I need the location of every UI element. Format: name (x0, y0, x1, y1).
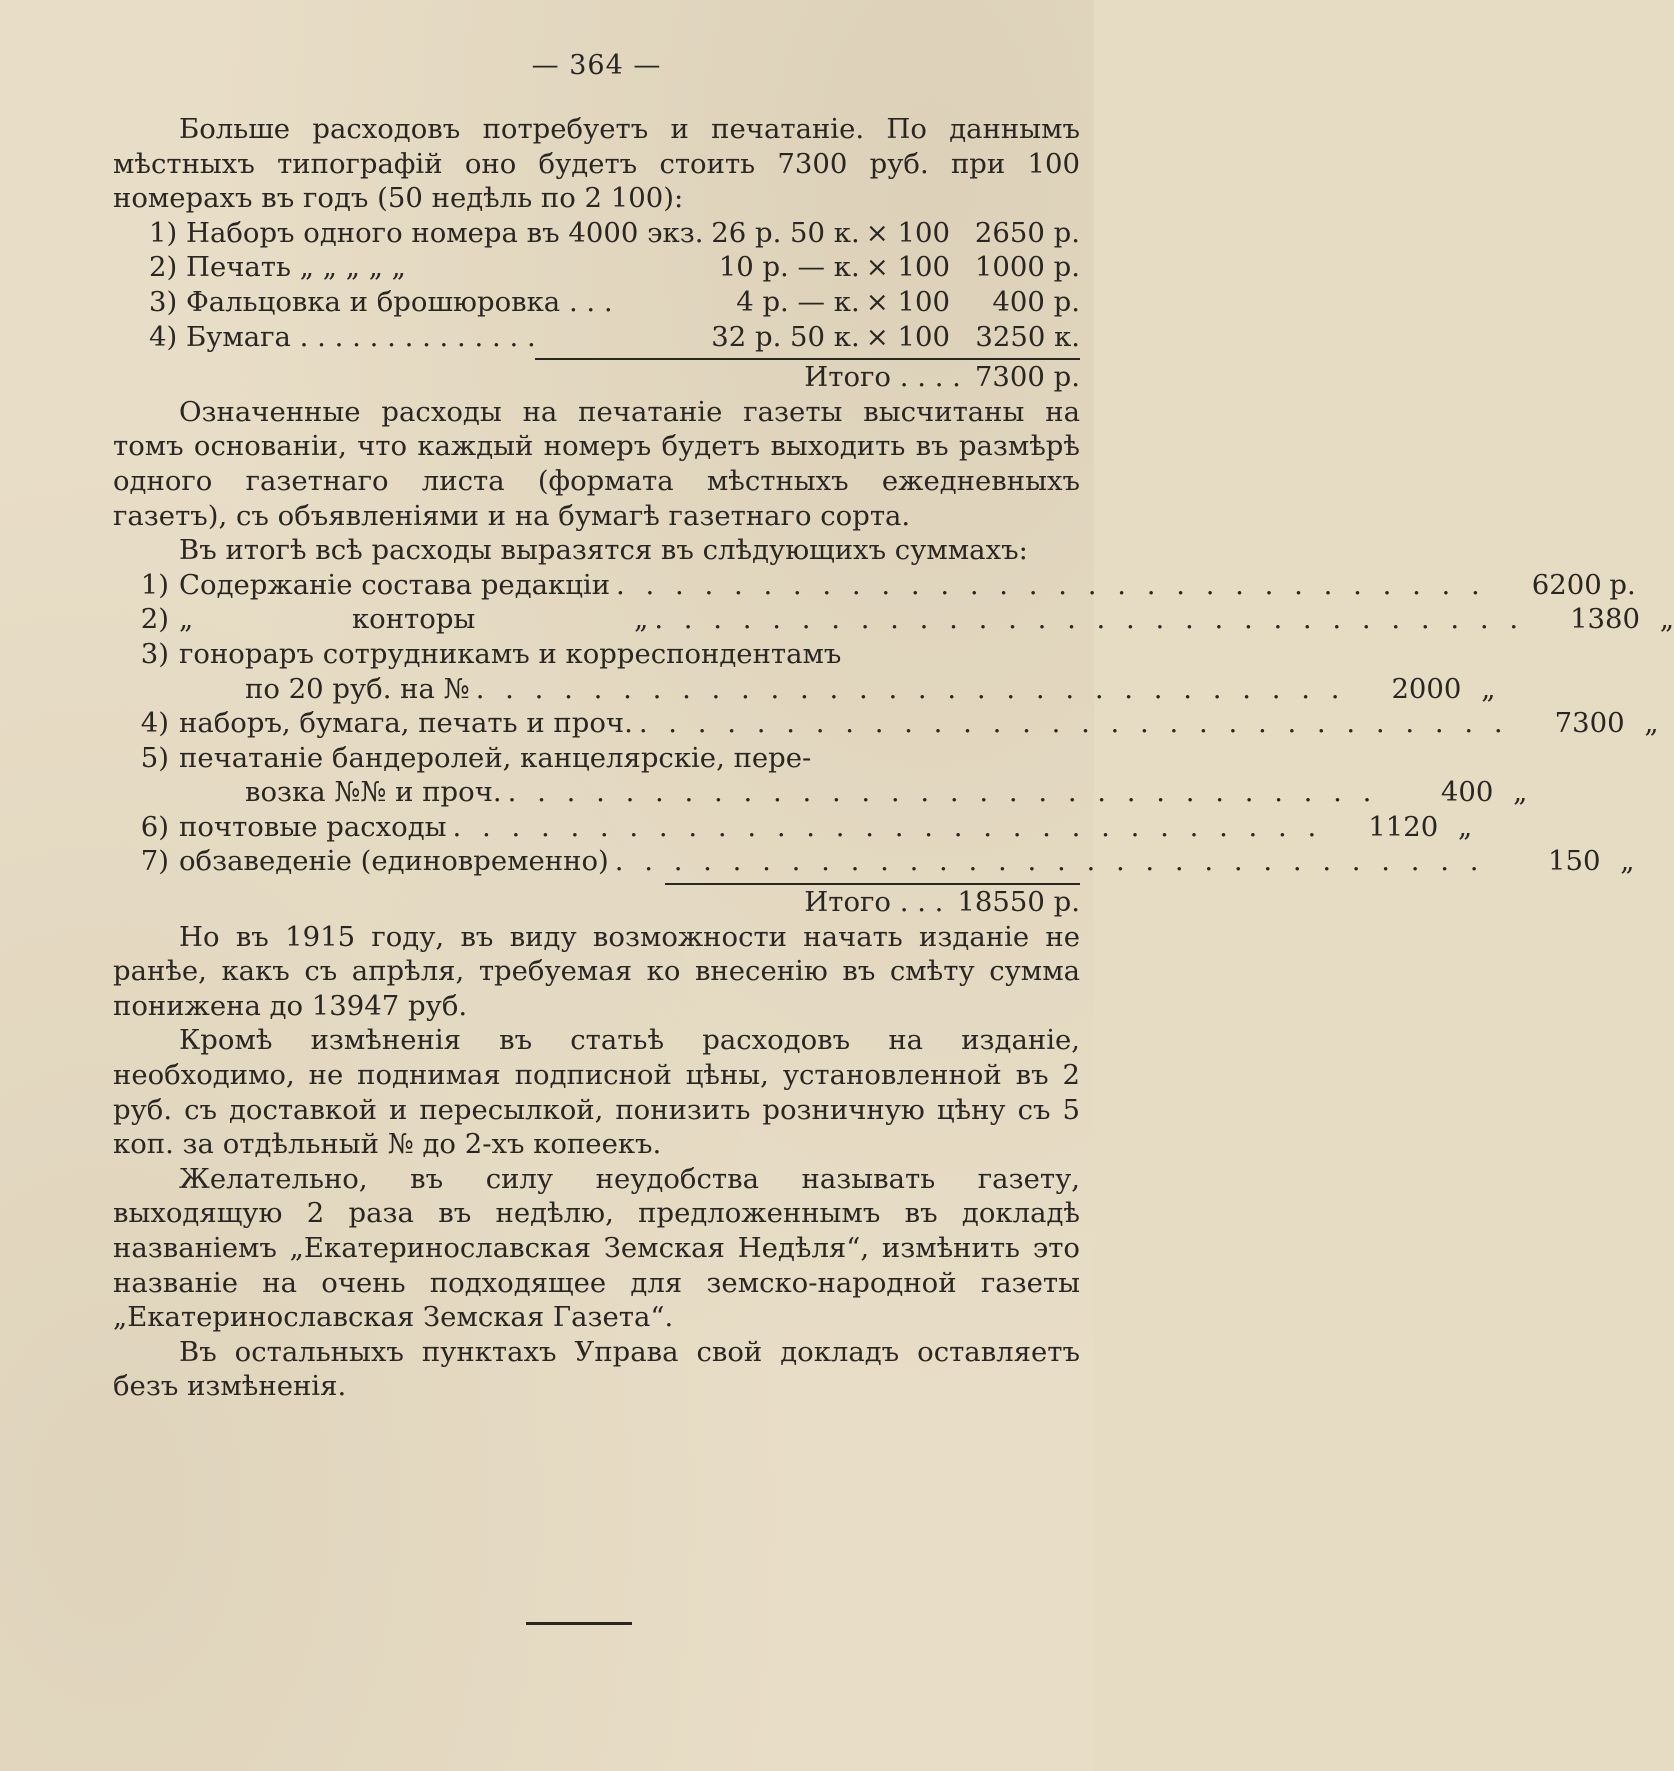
expense-number: 6) (140, 810, 169, 843)
expense-row (113, 568, 1636, 603)
expense-number: 1) (140, 568, 169, 601)
paragraph-price: Кромѣ измѣненія въ статьѣ расходовъ на изданіе, необходимо, не поднимая подписной цѣны, установленной въ 2 руб. съ доставкой и пересылкой, понизить розничную цѣну съ 5 коп. за отдѣльный № до 2-хъ копеекъ. (113, 1024, 1080, 1161)
expense-number: 7) (140, 845, 169, 878)
expense-label: Содержаніе состава редакціи (179, 568, 611, 601)
expense-unit: „ (1620, 845, 1635, 878)
paragraph-conclusion: Въ остальныхъ пунктахъ Управа свой докладъ оставляетъ безъ измѣненія. (113, 1335, 1080, 1403)
leader-dots: . . . . . . . . . . . . . . . . . . . . . . . . . . . . . . (616, 568, 1486, 601)
expenses-total (113, 885, 1080, 920)
expense-value: 1380 (1570, 603, 1641, 636)
printing-cost-rate: 10 р. — к. (718, 251, 860, 284)
leader-dots: . . . . . . . . . . . . . . . . . . . . . . . . . . . . . . (507, 776, 1378, 809)
printing-cost-mult: × 100 (865, 251, 950, 284)
expense-number: 5) (140, 741, 169, 774)
printing-costs-list (113, 216, 1080, 354)
printing-cost-rate: 26 р. 50 к. (711, 216, 860, 249)
expense-row (113, 844, 1635, 879)
paragraph-basis: Означенные расходы на печатаніе газеты высчитаны на томъ основаніи, что каждый номеръ будетъ выходить въ размѣрѣ одного газетнаго листа (формата мѣстныхъ ежедневныхъ газетъ), съ объявленіями и на бумагѣ газетнаго сорта. (113, 395, 1080, 532)
leader-dots: . . . . . . . . . . . . . . . . . . . . . . . . . . . . . . (452, 810, 1323, 843)
expense-row (113, 637, 1080, 672)
expense-label: по 20 руб. на № (245, 672, 470, 705)
expense-value: 2000 (1391, 672, 1462, 705)
printing-cost-mult: × 100 (865, 285, 950, 318)
intro-paragraph: Больше расходовъ потребуетъ и печатаніе. По даннымъ мѣстныхъ типографій оно будетъ стоить 7300 руб. при 100 номерахъ въ годъ (50 недѣль по 2 100): (113, 113, 1080, 215)
printing-cost-total: 2650 р. (974, 216, 1080, 249)
expense-value: 6200 (1531, 568, 1602, 601)
printing-cost-mult: × 100 (865, 216, 950, 249)
expenses-total-value: 18550 р. (957, 886, 1080, 919)
printing-cost-label: 1) Наборъ одного номера въ 4000 экз. (149, 216, 704, 249)
paragraph-summary-intro: Въ итогѣ всѣ расходы выразятся въ слѣдующихъ суммахъ: (179, 534, 1028, 567)
leader-dots: . . . . . . . . . . . . . . . . . . . . . . . . . . . . . . (614, 845, 1485, 878)
printing-total (113, 360, 1080, 395)
expense-unit: „ (1481, 672, 1496, 705)
paragraph-title-change: Желательно, въ силу неудобства называть газету, выходящую 2 раза въ недѣлю, предложеннымъ въ докладѣ названіемъ „Екатеринославская Земская Недѣля“, измѣнить это названіе на очень подходящее для земско-народной газеты „Екатеринославская Земская Газета“. (113, 1162, 1080, 1334)
expense-value: 400 (1440, 776, 1494, 809)
page-number: — 364 — (531, 50, 662, 81)
printing-cost-total: 400 р. (992, 285, 1080, 318)
expense-number: 2) (140, 603, 169, 636)
body-text (113, 112, 1674, 1404)
printing-total-label: Итого . . . . (804, 361, 961, 394)
expense-row (113, 602, 1674, 637)
printing-cost-label: 4) Бумага . . . . . . . . . . . . . . (149, 320, 536, 353)
expense-value: 1120 (1368, 810, 1439, 843)
expense-unit: р. (1609, 568, 1636, 601)
printing-cost-label: 3) Фальцовка и брошюровка . . . (149, 285, 613, 318)
end-rule (526, 1622, 632, 1625)
printing-cost-row (149, 285, 1080, 320)
printing-cost-row (149, 250, 1080, 285)
expense-number: 3) (140, 637, 169, 670)
expense-label: „ конторы „ (179, 603, 649, 636)
expense-unit: „ (1644, 707, 1659, 740)
printing-cost-total: 3250 к. (975, 320, 1080, 353)
expenses-total-label: Итого . . . (804, 886, 944, 919)
leader-dots: . . . . . . . . . . . . . . . . . . . . . . . . . . . . . . (475, 672, 1346, 705)
printing-total-value: 7300 р. (974, 361, 1080, 394)
expense-label: почтовые расходы (179, 810, 447, 843)
printing-cost-label: 2) Печать „ „ „ „ „ (149, 251, 406, 284)
expense-value: 150 (1547, 845, 1601, 878)
printing-cost-total: 1000 р. (974, 251, 1080, 284)
expense-row-continuation (113, 672, 1496, 707)
expenses-list (113, 568, 1674, 879)
leader-dots: . . . . . . . . . . . . . . . . . . . . . . . . . . . . . . (638, 707, 1509, 740)
printing-cost-row (149, 320, 1080, 355)
expense-row (113, 810, 1473, 845)
expense-unit: „ (1513, 776, 1528, 809)
expense-label: печатаніе бандеролей, канцелярскіе, пере- (179, 741, 812, 774)
expense-label: возка №№ и проч. (245, 776, 502, 809)
expense-row (113, 706, 1659, 741)
printing-cost-row (149, 216, 1080, 251)
expense-label: гонораръ сотрудникамъ и корреспондентамъ (179, 637, 842, 670)
expense-row (113, 741, 1080, 776)
expense-label: обзаведеніе (единовременно) (179, 845, 609, 878)
expense-unit: „ (1458, 810, 1473, 843)
paragraph-1915: Но въ 1915 году, въ виду возможности начать изданіе не ранѣе, какъ съ апрѣля, требуемая ко внесенію въ смѣту сумма понижена до 13947 руб. (113, 920, 1080, 1022)
expense-row-continuation (113, 775, 1528, 810)
expense-number: 4) (140, 707, 169, 740)
expense-value: 7300 (1554, 707, 1625, 740)
printing-cost-rate: 32 р. 50 к. (711, 320, 860, 353)
expense-unit: „ (1659, 603, 1674, 636)
printing-cost-rate: 4 р. — к. (736, 285, 860, 318)
expense-label: наборъ, бумага, печать и проч. (179, 707, 633, 740)
printing-cost-mult: × 100 (865, 320, 950, 353)
leader-dots: . . . . . . . . . . . . . . . . . . . . . . . . . . . . . . (654, 603, 1525, 636)
